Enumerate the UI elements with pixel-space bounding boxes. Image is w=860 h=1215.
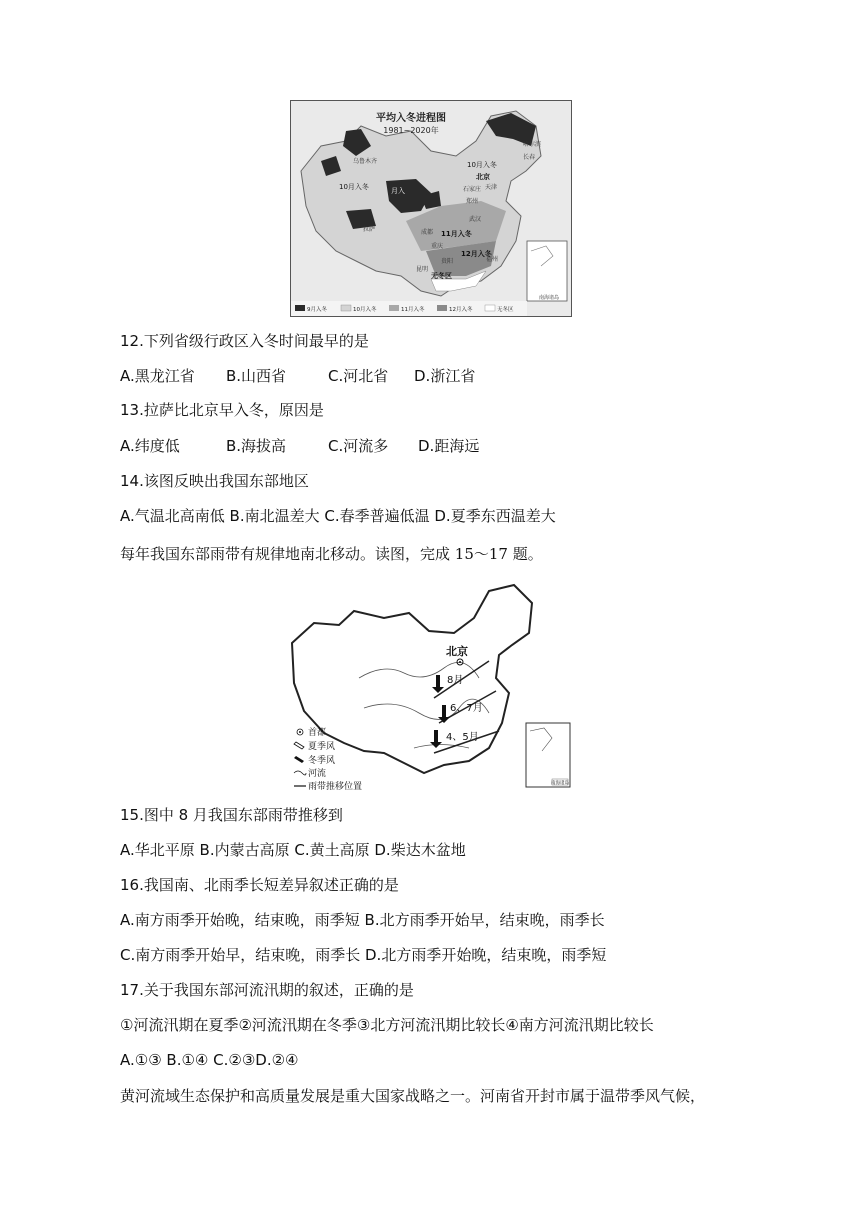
q12-options — [120, 366, 475, 386]
label-oct-winter-ne: 10月入冬 — [467, 161, 497, 169]
q12-option-a[interactable]: A.黑龙江省 — [120, 367, 195, 385]
winter-onset-map-svg — [291, 101, 571, 316]
q12-option-c[interactable]: C.河北省 — [328, 367, 389, 385]
legend-winter-monsoon: 冬季风 — [308, 756, 336, 766]
q16-options-line2[interactable]: C.南方雨季开始早，结束晚，雨季长 D.北方雨季开始晚，结束晚，雨季短 — [120, 946, 607, 964]
q16-options-line1[interactable]: A.南方雨季开始晚，结束晚，雨季短 B.北方雨季开始早，结束晚，雨季长 — [120, 911, 605, 929]
label-beijing-2: 北京 — [446, 645, 468, 658]
winter-onset-map — [290, 100, 572, 317]
band-label-aug: 8月 — [447, 675, 464, 686]
legend-river-symbol — [294, 771, 306, 775]
label-beijing: 北京 — [476, 173, 490, 181]
label-zhengzhou: 郑州 — [466, 198, 479, 205]
q14-options[interactable]: A.气温北高南低 B.南北温差大 C.春季普遍低温 D.夏季东西温差大 — [120, 507, 556, 525]
inset-label-2: 南海诸岛 — [551, 781, 569, 786]
legend-dec: 12月入冬 — [449, 307, 473, 313]
legend-summer-monsoon-symbol — [294, 742, 304, 749]
label-nov-partial: 月入 — [391, 187, 405, 195]
q17-statements: ①河流汛期在夏季②河流汛期在冬季③北方河流汛期比较长④南方河流汛期比较长 — [120, 1016, 654, 1034]
label-kunming: 昆明 — [416, 266, 429, 273]
legend-swatch-none — [485, 305, 495, 311]
legend-nov: 11月入冬 — [401, 307, 425, 313]
label-nov-winter: 11月入冬 — [441, 230, 472, 238]
rain-belt-map-svg — [284, 583, 574, 791]
legend-swatch-oct — [341, 305, 351, 311]
label-dec-winter: 12月入冬 — [461, 250, 492, 258]
q17-stem: 17.关于我国东部河流汛期的叙述，正确的是 — [120, 981, 414, 999]
q13-option-a[interactable]: A.纬度低 — [120, 437, 180, 455]
map1-subtitle: 1981~2020年 — [383, 126, 439, 135]
legend-river: 河流 — [308, 769, 327, 779]
q17-options[interactable]: A.①③ B.①④ C.②③D.②④ — [120, 1051, 299, 1069]
q13-options — [120, 436, 479, 456]
south-china-sea-inset — [527, 241, 567, 301]
rain-belt-map — [284, 583, 574, 791]
map1-title: 平均入冬进程图 — [376, 113, 446, 124]
label-wulumuqi: 乌鲁木齐 — [353, 158, 378, 165]
label-harbin: 哈尔滨 — [523, 141, 542, 148]
label-fuzhou: 福州 — [486, 256, 499, 263]
label-wuhan: 武汉 — [469, 216, 482, 223]
label-lhasa: 拉萨 — [363, 226, 376, 233]
label-tianjin: 天津 — [485, 184, 498, 191]
q13-option-d[interactable]: D.距海远 — [418, 437, 480, 455]
intro-kaifeng: 黄河流域生态保护和高质量发展是重大国家战略之一。河南省开封市属于温带季风气候， — [120, 1087, 706, 1105]
q16-stem: 16.我国南、北雨季长短差异叙述正确的是 — [120, 876, 399, 894]
label-guiyang: 贵阳 — [441, 258, 454, 265]
legend-summer-monsoon: 夏季风 — [308, 742, 336, 752]
q13-option-c[interactable]: C.河流多 — [328, 437, 389, 455]
legend-winter-monsoon-symbol — [294, 756, 304, 763]
label-chengdu: 成都 — [421, 229, 434, 236]
q12-stem: 12.下列省级行政区入冬时间最早的是 — [120, 332, 369, 350]
band-label-apr-may: 4、5月 — [446, 732, 479, 743]
intro-rain-belt: 每年我国东部雨带有规律地南北移动。读图，完成 15〜17 题。 — [120, 545, 543, 563]
label-oct-winter-w: 10月入冬 — [339, 183, 369, 191]
legend-oct: 10月入冬 — [353, 307, 377, 313]
q13-option-b[interactable]: B.海拔高 — [226, 437, 287, 455]
legend-swatch-sep — [295, 305, 305, 311]
q15-stem: 15.图中 8 月我国东部雨带推移到 — [120, 806, 343, 824]
legend-swatch-nov — [389, 305, 399, 311]
legend-swatch-dec — [437, 305, 447, 311]
legend-capital: 首都 — [308, 728, 327, 738]
label-changchun: 长春 — [523, 154, 536, 161]
legend-none: 无冬区 — [497, 307, 514, 313]
label-chongqing: 重庆 — [431, 243, 444, 250]
q13-stem: 13.拉萨比北京早入冬，原因是 — [120, 401, 324, 419]
band-label-jun-jul: 6、7月 — [450, 703, 483, 714]
q14-stem: 14.该图反映出我国东部地区 — [120, 472, 309, 490]
legend-rain-belt: 雨带推移位置 — [308, 782, 363, 791]
inset-label: 南海诸岛 — [538, 295, 560, 301]
q12-option-b[interactable]: B.山西省 — [226, 367, 287, 385]
label-no-winter: 无冬区 — [431, 272, 452, 280]
legend-sep: 9月入冬 — [307, 307, 327, 313]
q15-options[interactable]: A.华北平原 B.内蒙古高原 C.黄土高原 D.柴达木盆地 — [120, 841, 466, 859]
label-shijiazhuang: 石家庄 — [463, 186, 482, 193]
q12-option-d[interactable]: D.浙江省 — [414, 367, 476, 385]
